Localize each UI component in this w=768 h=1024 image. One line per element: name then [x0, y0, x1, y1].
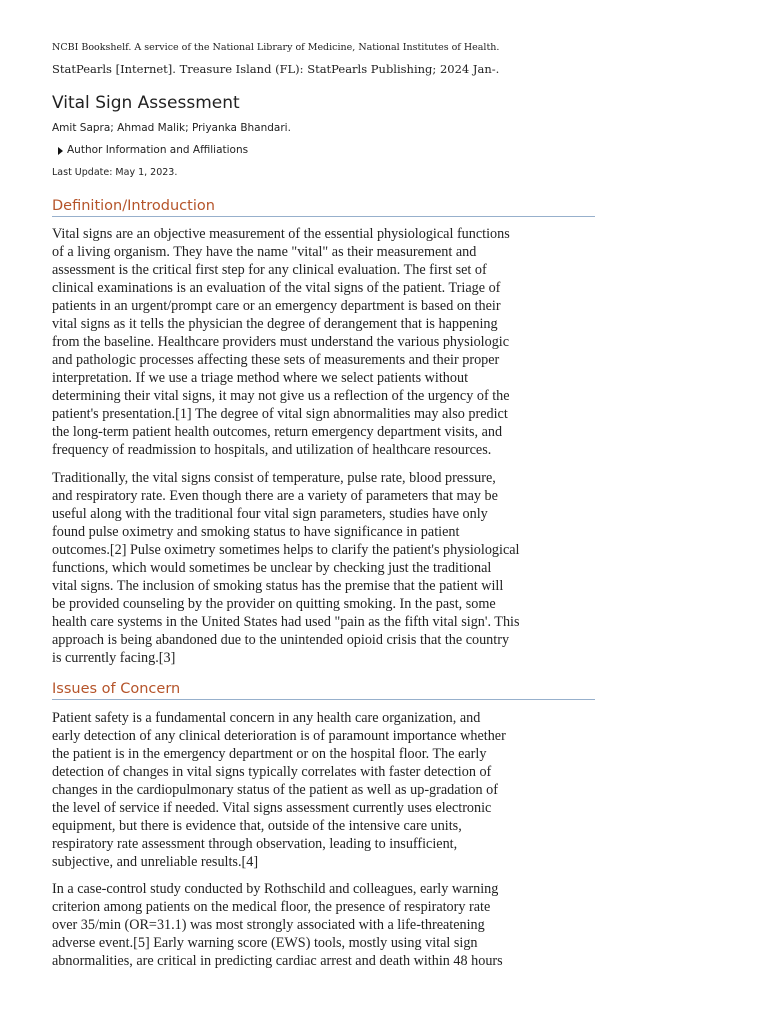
text-line: adverse event.[5] Early warning score (EWS) tools, mostly using vital sign — [52, 935, 478, 951]
text-line: vital signs as it tells the physician the degree of derangement that is happening — [52, 316, 498, 332]
text-line: of a living organism. They have the name "vital" as their measurement and — [52, 244, 477, 260]
text-line: changes in the cardiopulmonary status of the patient as well as up-gradation of — [52, 782, 498, 798]
text-line: health care systems in the United States had used "pain as the fifth vital sign'. This — [52, 614, 520, 630]
text-line: Vital signs are an objective measurement of the essential physiological functions — [52, 226, 510, 242]
paragraph — [52, 225, 597, 459]
text-line: subjective, and unreliable results.[4] — [52, 854, 259, 870]
text-line: and pathologic processes affecting these sets of measurements and their proper — [52, 352, 500, 368]
author-affiliations-toggle[interactable] — [58, 143, 603, 158]
text-line: the patient is in the emergency department or on the hospital floor. The early — [52, 746, 487, 762]
text-line: useful along with the traditional four vital sign parameters, studies have only — [52, 506, 488, 522]
text-line: respiratory rate assessment through observation, leading to insufficient, — [52, 836, 458, 852]
text-line: outcomes.[2] Pulse oximetry sometimes helps to clarify the patient's physiological — [52, 542, 520, 558]
text-line: Traditionally, the vital signs consist of temperature, pulse rate, blood pressure, — [52, 470, 496, 486]
text-line: the long-term patient health outcomes, return emergency department visits, and — [52, 424, 503, 440]
text-line: approach is being abandoned due to the unintended opioid crisis that the country — [52, 632, 510, 648]
text-line: functions, which would sometimes be unclear by checking just the traditional — [52, 560, 492, 576]
paragraph — [52, 709, 597, 871]
text-line: clinical examinations is an evaluation of the vital signs of the patient. Triage of — [52, 280, 501, 296]
page-title: Vital Sign Assessment — [52, 93, 240, 113]
affiliations-toggle-label: Author Information and Affiliations — [67, 144, 249, 156]
text-line: over 35/min (OR=31.1) was most strongly associated with a life-threatening — [52, 917, 485, 933]
text-line: detection of changes in vital signs typically correlates with faster detection of — [52, 764, 492, 780]
text-line: from the baseline. Healthcare providers must understand the various physiologic — [52, 334, 510, 350]
text-line: abnormalities, are critical in predicting cardiac arrest and death within 48 hours — [52, 953, 503, 969]
publication-citation: StatPearls [Internet]. Treasure Island (FL): StatPearls Publishing; 2024 Jan-. — [52, 62, 500, 76]
text-line: is currently facing.[3] — [52, 650, 176, 666]
ncbi-bookshelf-line: NCBI Bookshelf. A service of the National Library of Medicine, National Institutes of Health. — [52, 42, 500, 53]
text-line: equipment, but there is evidence that, outside of the intensive care units, — [52, 818, 462, 834]
last-update: Last Update: May 1, 2023. — [52, 167, 178, 178]
text-line: frequency of readmission to hospitals, and utilization of healthcare resources. — [52, 442, 492, 458]
text-line: early detection of any clinical deterioration is of paramount importance whether — [52, 728, 506, 744]
text-line: In a case-control study conducted by Rothschild and colleagues, early warning — [52, 881, 499, 897]
text-line: vital signs. The inclusion of smoking status has the premise that the patient will — [52, 578, 504, 594]
text-line: Patient safety is a fundamental concern in any health care organization, and — [52, 710, 481, 726]
caret-right-icon — [58, 147, 63, 155]
text-line: be provided counseling by the provider on quitting smoking. In the past, some — [52, 596, 496, 612]
text-line: interpretation. If we use a triage method where we select patients without — [52, 370, 469, 386]
text-line: criterion among patients on the medical floor, the presence of respiratory rate — [52, 899, 491, 915]
paragraph — [52, 469, 597, 667]
section-heading-definition: Definition/Introduction — [52, 197, 595, 217]
paragraph — [52, 880, 597, 970]
text-line: determining their vital signs, it may not give us a reflection of the urgency of the — [52, 388, 510, 404]
text-line: the level of service if needed. Vital signs assessment currently uses electronic — [52, 800, 492, 816]
text-line: assessment is the critical first step for any clinical evaluation. The first set of — [52, 262, 487, 278]
text-line: found pulse oximetry and smoking status to have significance in patient — [52, 524, 460, 540]
text-line: and respiratory rate. Even though there are a variety of parameters that may be — [52, 488, 498, 504]
section-heading-issues-of-concern: Issues of Concern — [52, 680, 595, 700]
author-list: Amit Sapra; Ahmad Malik; Priyanka Bhandari. — [52, 122, 291, 134]
text-line: patient's presentation.[1] The degree of vital sign abnormalities may also predict — [52, 406, 508, 422]
text-line: patients in an urgent/prompt care or an emergency department is based on their — [52, 298, 501, 314]
